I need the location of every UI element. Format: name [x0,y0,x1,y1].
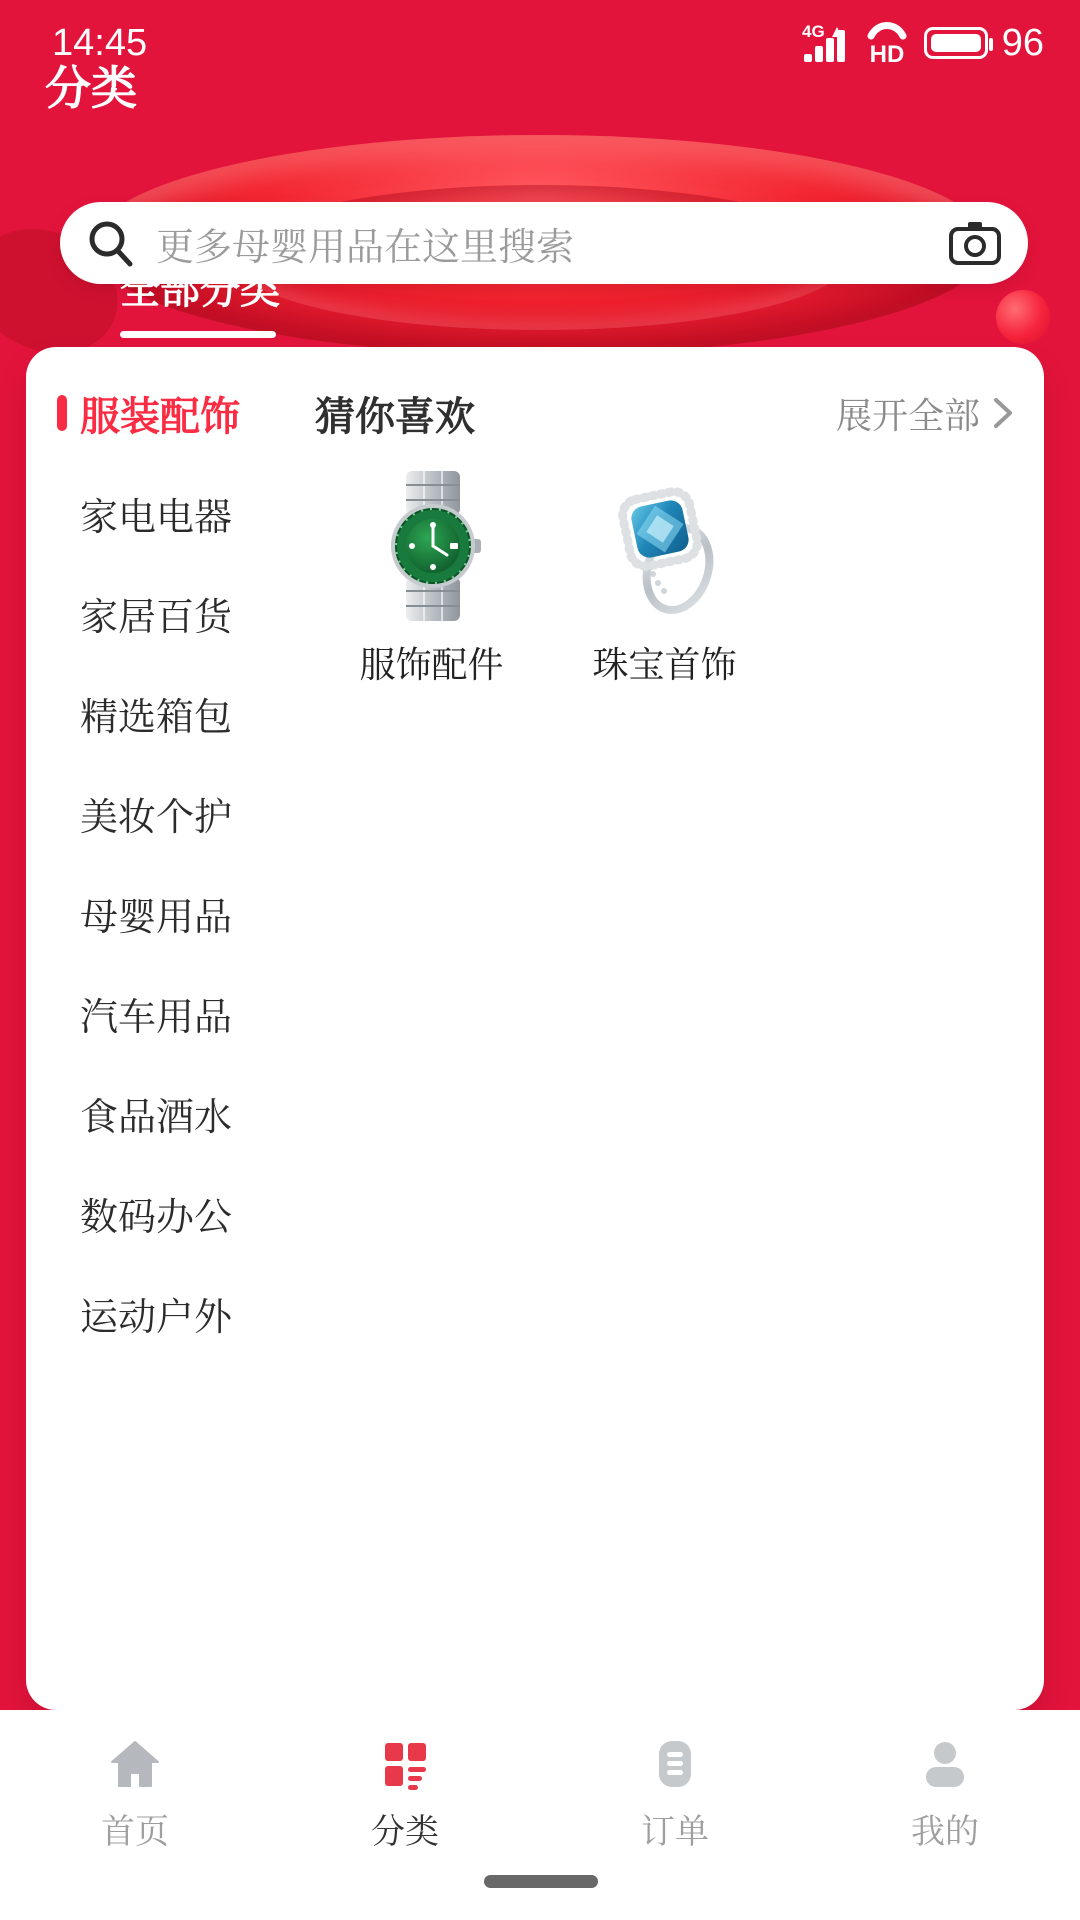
active-indicator-bar [57,395,67,431]
battery-icon [924,27,988,59]
sidebar-item-label: 运动户外 [80,1296,233,1339]
page-title: 分类 [45,62,137,114]
order-list-icon [647,1736,703,1792]
tab-category[interactable] [270,1736,540,1920]
sidebar-item-9[interactable] [26,1263,315,1363]
search-placeholder: 更多母婴用品在这里搜索 [156,226,575,269]
sidebar-item-label: 美妆个护 [80,796,233,839]
sidebar-item-2[interactable] [26,563,315,663]
tab-home[interactable] [0,1736,270,1920]
tab-home-label: 首页 [101,1813,169,1851]
sidebar-item-label: 食品酒水 [80,1096,233,1139]
tab-profile-label: 我的 [911,1813,979,1851]
product-label: 珠宝首饰 [592,644,737,685]
sidebar-item-label: 数码办公 [80,1196,233,1239]
product-item-0[interactable] [315,471,548,688]
chevron-right-icon [992,396,1014,430]
sidebar-item-label: 汽车用品 [80,996,233,1039]
sidebar-item-6[interactable] [26,963,315,1063]
content-header [315,363,1044,463]
tab-active-underline [120,331,276,338]
signal-strength-icon [802,22,850,64]
expand-all-label: 展开全部 [835,394,980,436]
sidebar-item-0[interactable] [26,363,315,463]
bottom-tab-bar [0,1710,1080,1920]
tab-orders[interactable] [540,1736,810,1920]
sidebar-item-label: 家电电器 [80,496,233,539]
tab-all-categories-label: 全部分类 [120,268,280,312]
category-panel [26,347,1044,1710]
battery-percent: 96 [1001,21,1044,64]
sidebar-item-label: 服装配饰 [80,394,240,439]
sidebar-item-label: 母婴用品 [80,896,233,939]
home-indicator-bar[interactable] [484,1875,598,1888]
category-sidebar [26,347,315,1710]
tab-profile[interactable] [810,1736,1080,1920]
sidebar-item-5[interactable] [26,863,315,963]
sidebar-item-label: 精选箱包 [80,696,233,739]
volte-hd-icon [864,20,910,66]
tab-orders-label: 订单 [641,1813,709,1851]
status-icons [802,20,1044,66]
category-content [315,347,1044,1710]
network-type-label: 4G [801,22,825,41]
expand-all-button[interactable] [836,388,1014,439]
tab-category-label: 分类 [371,1813,439,1851]
sidebar-item-8[interactable] [26,1163,315,1263]
sidebar-item-3[interactable] [26,663,315,763]
sidebar-item-label: 家居百货 [80,596,233,639]
svg-text:HD: HD [869,41,905,66]
product-label: 服饰配件 [359,644,504,685]
sidebar-item-4[interactable] [26,763,315,863]
tab-all-categories[interactable] [120,258,280,338]
sidebar-item-7[interactable] [26,1063,315,1163]
red-ball-decoration [996,290,1050,344]
product-grid [315,471,1044,688]
profile-icon [917,1736,973,1792]
category-grid-icon [377,1736,433,1792]
status-time: 14:45 [52,22,148,64]
product-image-ring [590,471,740,621]
sidebar-item-1[interactable] [26,463,315,563]
home-icon [107,1736,163,1792]
camera-icon[interactable] [948,219,1002,267]
product-image-watch [357,471,507,621]
section-title: 猜你喜欢 [315,394,475,439]
product-item-1[interactable] [548,471,781,688]
